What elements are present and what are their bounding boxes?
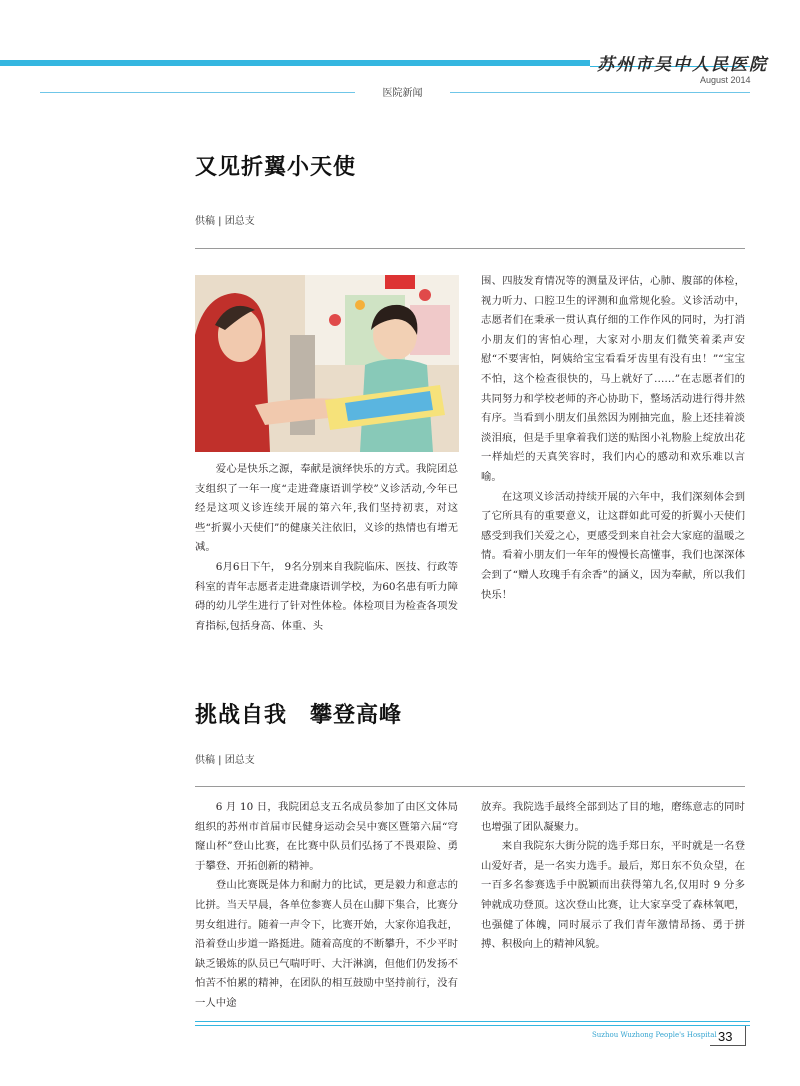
article1-title: 又见折翼小天使 xyxy=(195,155,357,180)
section-label: 医院新闻 xyxy=(355,84,450,98)
footer-rule xyxy=(195,1025,750,1026)
issue-date: August 2014 xyxy=(700,75,751,85)
article1-byline: 供稿 | 团总支 xyxy=(195,216,255,227)
article1-paragraph: 在这项义诊活动持续开展的六年中，我们深刻体会到了它所具有的重要意义，让这群如此可爱的折翼小天使们感受到我们关爱之心，更感受到来自社会大家庭的温暖之情。看着小朋友们一年年的慢慢长高懂事，我们也深深体会到了“赠人玫瑰手有余香”的涵义，因为奉献，所以我们快乐！ xyxy=(481,490,745,601)
hospital-name: 苏州市吴中人民医院 xyxy=(597,55,768,75)
article2-paragraph: 来自我院东大街分院的选手郑日东，平时就是一名登山爱好者，是一名实力选手。最后，郑日东不负众望，在一百多名参赛选手中脱颖而出获得第九名,仅用时 9 分多钟就成功登顶。这次登山比赛，让大家享受了森林氧吧，也强健了体魄，同时展示了我们青年激情昂扬、勇于拼搏、积极向上的精神风貌。 xyxy=(481,840,745,951)
page-number: 33 xyxy=(718,1029,733,1044)
footer-rule xyxy=(195,1021,750,1022)
article1-rule xyxy=(195,248,745,249)
footer-hospital-name: Suzhou Wuzhong People's Hospital xyxy=(592,1031,717,1039)
article2-paragraph: 6 月 10 日，我院团总支五名成员参加了由区文体局组织的苏州市首届市民健身运动会吴中赛区暨第六届“穹窿山杯”登山比赛，在比赛中队员们弘扬了不畏艰险、勇于攀登、开拓创新的精神。 xyxy=(195,801,458,872)
header-accent-bar xyxy=(0,60,590,66)
article2-title: 挑战自我 攀登高峰 xyxy=(195,703,403,728)
article2-paragraph: 登山比赛既是体力和耐力的比试，更是毅力和意志的比拼。当天早晨，各单位参赛人员在山脚下集合，比赛分男女组进行。随着一声令下，比赛开始，大家你追我赶，沿着登山步道一路挺进。随着高度的不断攀升，不少平时缺乏锻炼的队员已气喘吁吁、大汗淋漓，但他们仍发扬不怕苦不怕累的精神，在团队的相互鼓励中坚持前行，没有一人中途 xyxy=(195,879,458,1009)
article2-paragraph: 放弃。我院选手最终全部到达了目的地，磨练意志的同时也增强了团队凝聚力。 xyxy=(481,801,745,833)
article2-rule xyxy=(195,786,745,787)
article1-paragraph: 6月6日下午， 9名分别来自我院临床、医技、行政等科室的青年志愿者走进聋康语训学校，为60名患有听力障碍的幼儿学生进行了针对性体检。体检项目为检查各项发育指标,包括身高、体重、头 xyxy=(195,560,458,632)
article1-paragraph: 爱心是快乐之源，奉献是演绎快乐的方式。我院团总支组织了一年一度“走进聋康语训学校”义诊活动,今年已经是这项义诊连续开展的第六年,我们坚持初衷，对这些“折翼小天使们”的健康关注依旧，义诊的热情也有增无减。 xyxy=(195,463,458,554)
volunteer-child-photo xyxy=(195,275,459,452)
article1-paragraph: 围、四肢发育情况等的测量及评估，心肺、腹部的体检，视力听力、口腔卫生的评测和血常规化验。义诊活动中，志愿者们在秉承一贯认真仔细的工作作风的同时，为打消小朋友们的害怕心理，大家对小朋友们微笑着柔声安慰“不要害怕，阿姨给宝宝看看牙齿里有没有虫！”“宝宝不怕，这个检查很快的，马上就好了……”在志愿者们的共同努力和学校老师的齐心协助下，整场活动进行得井然有序。当看到小朋友们虽然因为刚抽完血，脸上还挂着淡淡泪痕，但是手里拿着我们送的贴图小礼物脸上绽放出花一样灿烂的天真笑容时，我们内心的感动和欢乐难以言喻。 xyxy=(481,275,745,483)
article1-right-column xyxy=(481,272,745,605)
article1-left-column xyxy=(195,460,458,636)
article2-left-column xyxy=(195,798,458,1014)
article2-right-column xyxy=(481,798,745,955)
article2-byline: 供稿 | 团总支 xyxy=(195,755,255,766)
